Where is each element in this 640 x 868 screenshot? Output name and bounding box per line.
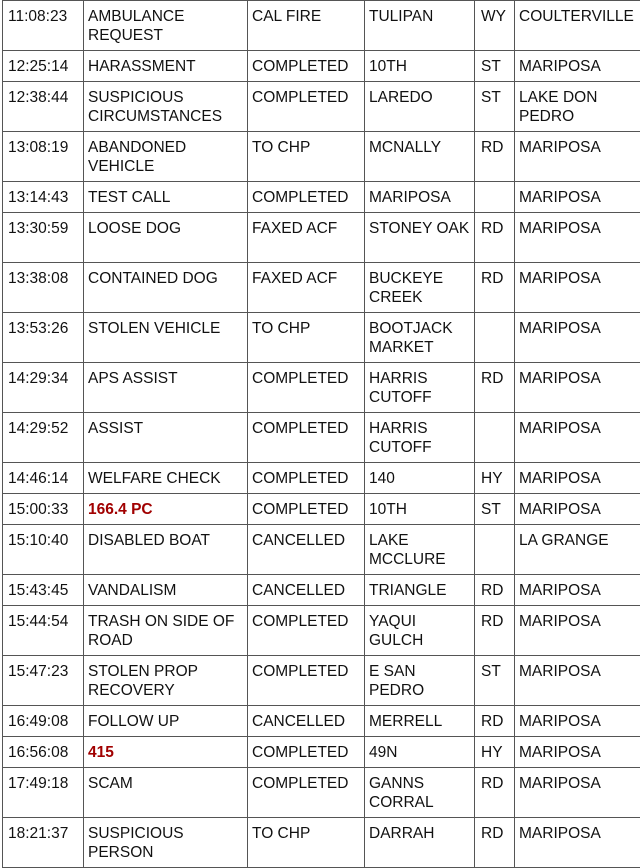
- call-status-cell: COMPLETED: [248, 768, 365, 818]
- street-name-cell: BOOTJACK MARKET: [365, 313, 475, 363]
- city-cell: MARIPOSA: [515, 606, 640, 656]
- call-type-cell: TEST CALL: [84, 182, 248, 213]
- call-time-cell: 14:29:34: [3, 363, 84, 413]
- city-cell: MARIPOSA: [515, 706, 640, 737]
- call-type-cell: SUSPICIOUS PERSON: [84, 818, 248, 868]
- street-name-cell: LAREDO: [365, 82, 475, 132]
- call-status-cell: CANCELLED: [248, 525, 365, 575]
- city-cell: MARIPOSA: [515, 494, 640, 525]
- city-cell: LAKE DON PEDRO: [515, 82, 640, 132]
- call-time-cell: 15:47:23: [3, 656, 84, 706]
- call-status-cell: COMPLETED: [248, 606, 365, 656]
- table-row: [3, 575, 640, 606]
- city-cell: MARIPOSA: [515, 818, 640, 868]
- table-row: [3, 182, 640, 213]
- street-suffix-cell: [475, 313, 515, 363]
- call-time-cell: 13:30:59: [3, 213, 84, 263]
- call-time-cell: 13:53:26: [3, 313, 84, 363]
- call-time-cell: 11:08:23: [3, 1, 84, 51]
- city-cell: MARIPOSA: [515, 132, 640, 182]
- table-row: [3, 1, 640, 51]
- call-type-cell: SCAM: [84, 768, 248, 818]
- call-time-cell: 18:21:37: [3, 818, 84, 868]
- street-suffix-cell: WY: [475, 1, 515, 51]
- table-row: [3, 494, 640, 525]
- call-type-cell: 415: [84, 737, 248, 768]
- city-cell: MARIPOSA: [515, 263, 640, 313]
- table-row: [3, 132, 640, 182]
- street-suffix-cell: ST: [475, 82, 515, 132]
- street-suffix-cell: [475, 413, 515, 463]
- call-status-cell: FAXED ACF: [248, 213, 365, 263]
- call-type-cell: CONTAINED DOG: [84, 263, 248, 313]
- city-cell: MARIPOSA: [515, 182, 640, 213]
- table-row: [3, 818, 640, 868]
- table-row: [3, 606, 640, 656]
- table-row: [3, 656, 640, 706]
- call-type-cell: ASSIST: [84, 413, 248, 463]
- call-time-cell: 15:10:40: [3, 525, 84, 575]
- street-name-cell: TRIANGLE: [365, 575, 475, 606]
- street-suffix-cell: RD: [475, 768, 515, 818]
- table-row: [3, 51, 640, 82]
- call-type-cell: STOLEN PROP RECOVERY: [84, 656, 248, 706]
- street-suffix-cell: RD: [475, 363, 515, 413]
- call-status-cell: TO CHP: [248, 132, 365, 182]
- city-cell: MARIPOSA: [515, 463, 640, 494]
- call-type-cell: 166.4 PC: [84, 494, 248, 525]
- call-time-cell: 12:38:44: [3, 82, 84, 132]
- street-suffix-cell: HY: [475, 737, 515, 768]
- street-suffix-cell: RD: [475, 213, 515, 263]
- table-row: [3, 463, 640, 494]
- call-type-cell: ABANDONED VEHICLE: [84, 132, 248, 182]
- street-suffix-cell: RD: [475, 263, 515, 313]
- street-name-cell: 140: [365, 463, 475, 494]
- city-cell: MARIPOSA: [515, 313, 640, 363]
- street-suffix-cell: [475, 525, 515, 575]
- call-time-cell: 15:43:45: [3, 575, 84, 606]
- call-type-cell: AMBULANCE REQUEST: [84, 1, 248, 51]
- table-row: [3, 768, 640, 818]
- call-status-cell: CANCELLED: [248, 706, 365, 737]
- street-suffix-cell: RD: [475, 706, 515, 737]
- city-cell: MARIPOSA: [515, 768, 640, 818]
- call-time-cell: 17:49:18: [3, 768, 84, 818]
- call-time-cell: 15:00:33: [3, 494, 84, 525]
- city-cell: COULTERVILLE: [515, 1, 640, 51]
- incident-log-body: [3, 1, 640, 868]
- call-time-cell: 12:25:14: [3, 51, 84, 82]
- street-suffix-cell: ST: [475, 51, 515, 82]
- call-status-cell: COMPLETED: [248, 51, 365, 82]
- call-status-cell: COMPLETED: [248, 463, 365, 494]
- city-cell: MARIPOSA: [515, 575, 640, 606]
- street-name-cell: E SAN PEDRO: [365, 656, 475, 706]
- table-row: [3, 525, 640, 575]
- street-suffix-cell: HY: [475, 463, 515, 494]
- street-name-cell: 10TH: [365, 494, 475, 525]
- call-status-cell: COMPLETED: [248, 82, 365, 132]
- call-type-cell: FOLLOW UP: [84, 706, 248, 737]
- call-status-cell: CANCELLED: [248, 575, 365, 606]
- call-time-cell: 15:44:54: [3, 606, 84, 656]
- street-suffix-cell: RD: [475, 575, 515, 606]
- call-status-cell: COMPLETED: [248, 182, 365, 213]
- call-type-cell: WELFARE CHECK: [84, 463, 248, 494]
- call-status-cell: COMPLETED: [248, 737, 365, 768]
- call-time-cell: 13:08:19: [3, 132, 84, 182]
- call-status-cell: TO CHP: [248, 818, 365, 868]
- street-name-cell: LAKE MCCLURE: [365, 525, 475, 575]
- city-cell: MARIPOSA: [515, 363, 640, 413]
- call-status-cell: COMPLETED: [248, 656, 365, 706]
- city-cell: MARIPOSA: [515, 737, 640, 768]
- call-time-cell: 16:56:08: [3, 737, 84, 768]
- street-name-cell: YAQUI GULCH: [365, 606, 475, 656]
- street-name-cell: STONEY OAK: [365, 213, 475, 263]
- call-time-cell: 14:46:14: [3, 463, 84, 494]
- street-name-cell: HARRIS CUTOFF: [365, 413, 475, 463]
- call-type-cell: VANDALISM: [84, 575, 248, 606]
- street-name-cell: 10TH: [365, 51, 475, 82]
- call-type-cell: LOOSE DOG: [84, 213, 248, 263]
- table-row: [3, 313, 640, 363]
- call-status-cell: FAXED ACF: [248, 263, 365, 313]
- incident-log-table: [2, 0, 640, 868]
- call-status-cell: TO CHP: [248, 313, 365, 363]
- street-name-cell: GANNS CORRAL: [365, 768, 475, 818]
- street-suffix-cell: [475, 182, 515, 213]
- street-name-cell: MCNALLY: [365, 132, 475, 182]
- call-type-cell: HARASSMENT: [84, 51, 248, 82]
- street-name-cell: TULIPAN: [365, 1, 475, 51]
- city-cell: MARIPOSA: [515, 656, 640, 706]
- call-time-cell: 13:14:43: [3, 182, 84, 213]
- street-name-cell: 49N: [365, 737, 475, 768]
- call-type-cell: TRASH ON SIDE OF ROAD: [84, 606, 248, 656]
- call-time-cell: 16:49:08: [3, 706, 84, 737]
- call-time-cell: 14:29:52: [3, 413, 84, 463]
- street-name-cell: DARRAH: [365, 818, 475, 868]
- city-cell: MARIPOSA: [515, 51, 640, 82]
- call-type-cell: STOLEN VEHICLE: [84, 313, 248, 363]
- city-cell: MARIPOSA: [515, 213, 640, 263]
- call-type-cell: SUSPICIOUS CIRCUMSTANCES: [84, 82, 248, 132]
- street-suffix-cell: RD: [475, 132, 515, 182]
- call-status-cell: COMPLETED: [248, 494, 365, 525]
- street-name-cell: MARIPOSA: [365, 182, 475, 213]
- call-type-cell: DISABLED BOAT: [84, 525, 248, 575]
- table-row: [3, 263, 640, 313]
- table-row: [3, 82, 640, 132]
- street-suffix-cell: RD: [475, 606, 515, 656]
- table-row: [3, 737, 640, 768]
- street-suffix-cell: ST: [475, 656, 515, 706]
- call-status-cell: COMPLETED: [248, 413, 365, 463]
- call-time-cell: 13:38:08: [3, 263, 84, 313]
- call-status-cell: COMPLETED: [248, 363, 365, 413]
- table-row: [3, 363, 640, 413]
- street-suffix-cell: ST: [475, 494, 515, 525]
- street-name-cell: BUCKEYE CREEK: [365, 263, 475, 313]
- city-cell: LA GRANGE: [515, 525, 640, 575]
- table-row: [3, 413, 640, 463]
- table-row: [3, 213, 640, 263]
- city-cell: MARIPOSA: [515, 413, 640, 463]
- street-suffix-cell: RD: [475, 818, 515, 868]
- call-type-cell: APS ASSIST: [84, 363, 248, 413]
- street-name-cell: HARRIS CUTOFF: [365, 363, 475, 413]
- street-name-cell: MERRELL: [365, 706, 475, 737]
- call-status-cell: CAL FIRE: [248, 1, 365, 51]
- table-row: [3, 706, 640, 737]
